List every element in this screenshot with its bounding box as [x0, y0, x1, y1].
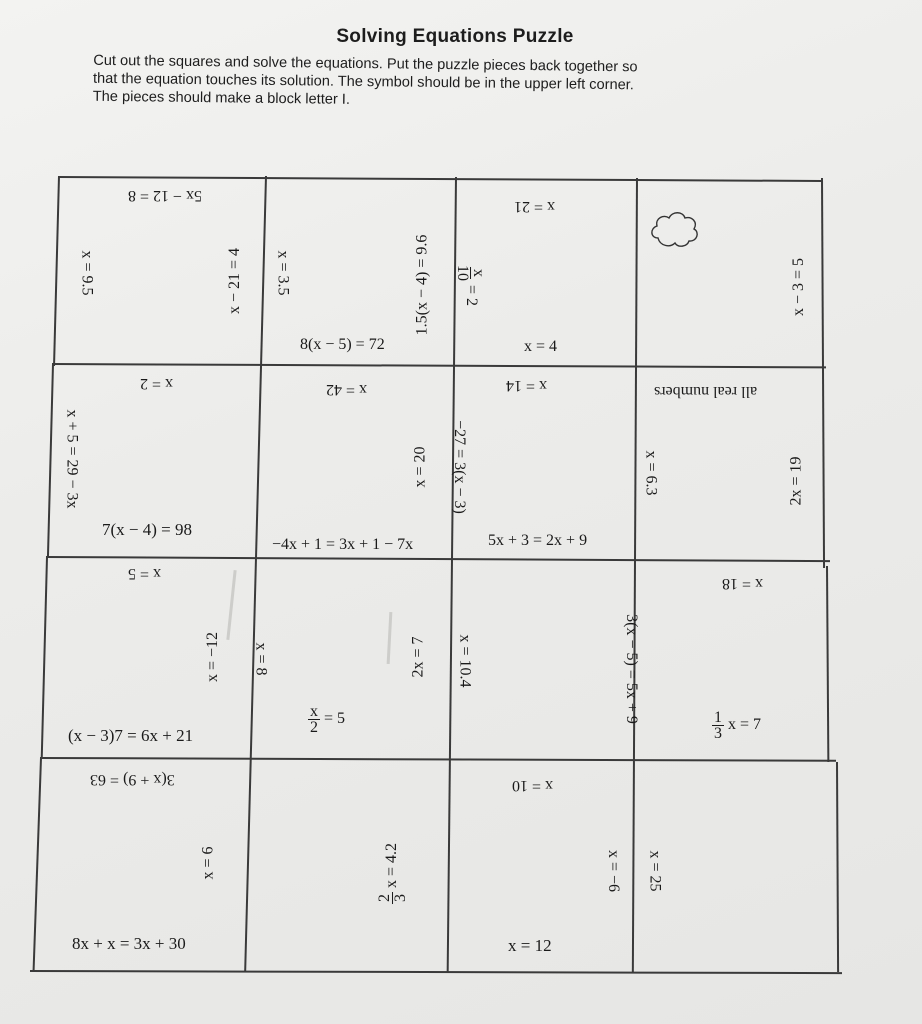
r1c3-left-equation: [455, 265, 486, 306]
fraction-numerator: 1: [714, 709, 722, 726]
fraction-denominator: 10: [454, 264, 472, 281]
r2c2-right-solution: x = 20: [411, 446, 429, 488]
r4c1-top-equation: 3(x + 9) = 63: [90, 771, 175, 788]
fraction-denominator: 3: [392, 894, 410, 903]
instructions-line-2: that the equation touches its solution. The symbol should be in the upper left corner.: [92, 70, 634, 94]
instructions-line-1: Cut out the squares and solve the equations. Put the puzzle pieces back together so: [93, 52, 638, 76]
r4c1-right-solution: x = 6: [199, 846, 217, 880]
fraction-denominator: 2: [310, 719, 318, 736]
r3c4-fraction: [712, 710, 724, 741]
r4c4-left-solution: x = 25: [646, 850, 664, 892]
r1c3-fraction: [455, 265, 486, 281]
r1c2-right-equation: 1.5(x − 4) = 9.6: [413, 234, 431, 336]
fraction-numerator: x: [470, 268, 488, 277]
r2c4-left-solution: x = 6.3: [642, 450, 660, 496]
grid-line: [33, 758, 42, 972]
grid-line: [46, 556, 830, 562]
r3c2-right-equation: 2x = 7: [409, 636, 427, 678]
r2c3-top-solution: x = 14: [506, 377, 548, 394]
r4c2-right-equation: [377, 843, 408, 904]
r3c1-bottom-equation: (x − 3)7 = 6x + 21: [68, 726, 194, 745]
r3c2-bottom-equation: [308, 704, 345, 735]
fraction-rest: = 5: [324, 710, 346, 728]
r1c4-right-equation: x − 3 = 5: [790, 257, 808, 317]
r2c1-left-equation: x + 5 = 29 − 3x: [63, 409, 81, 509]
grid-line: [52, 363, 826, 368]
fraction-rest: = 2: [462, 284, 480, 307]
r4c1-bottom-equation: 8x + x = 3x + 30: [72, 934, 186, 953]
r4c3-right-solution: x = −6: [605, 849, 623, 893]
r3c3-left-solution: x = 10.4: [456, 634, 474, 688]
fraction-numerator: 2: [376, 894, 394, 903]
grid-line: [244, 176, 266, 972]
pencil-mark: [387, 612, 393, 664]
r1c1-top-equation: 5x − 12 = 8: [128, 187, 203, 204]
r3c2-fraction: [308, 704, 320, 735]
r1c1-right-equation: x − 21 = 4: [226, 247, 244, 315]
r2c2-top-solution: x = 42: [326, 381, 368, 398]
grid-line: [47, 364, 54, 558]
page-title: Solving Equations Puzzle: [336, 26, 574, 47]
r1c3-bottom-solution: x = 4: [524, 338, 558, 355]
r1c2-bottom-equation: 8(x − 5) = 72: [300, 336, 385, 353]
r4c3-bottom-solution: x = 12: [508, 936, 552, 955]
r1c2-left-solution: x = 3.5: [274, 250, 292, 296]
r4c3-top-solution: x = 10: [512, 777, 554, 794]
r2c1-top-solution: x = 2: [140, 375, 174, 392]
r1c1-left-solution: x = 9.5: [78, 250, 96, 296]
instructions-line-3: The pieces should make a block letter I.: [92, 88, 351, 108]
pencil-mark: [226, 570, 236, 640]
cloud-icon: [648, 208, 700, 250]
r2c3-left-equation: −27 = 3(x − 3): [450, 420, 468, 514]
r1c3-top-solution: x = 21: [514, 198, 556, 215]
r3c1-right-solution: x = −12: [204, 631, 222, 683]
r2c1-bottom-equation: 7(x − 4) = 98: [102, 520, 192, 539]
r2c3-bottom-equation: 5x + 3 = 2x + 9: [488, 532, 588, 549]
r3c3-right-equation: 3(x − 5) = 5x + 9: [622, 614, 640, 724]
r2c2-bottom-equation: −4x + 1 = 3x + 1 − 7x: [272, 536, 414, 553]
fraction-rest: x = 4.2: [383, 842, 401, 889]
grid-line: [40, 757, 836, 761]
grid-line: [53, 176, 59, 366]
fraction-rest: x = 7: [728, 716, 762, 734]
r3c4-bottom-equation: [712, 710, 761, 741]
grid-line: [821, 178, 825, 568]
grid-line: [632, 178, 638, 972]
r2c4-top-solution: all real numbers: [654, 383, 758, 400]
r4c2-fraction: [377, 892, 408, 904]
grid-line: [836, 762, 839, 972]
r3c2-left-solution: x = 8: [252, 642, 270, 676]
r3c1-top-solution: x = 5: [128, 565, 162, 582]
r2c4-right-equation: 2x = 19: [787, 456, 805, 506]
grid-line: [41, 557, 48, 759]
grid-line: [58, 176, 822, 182]
r3c4-top-solution: x = 18: [722, 575, 764, 592]
grid-line: [30, 970, 842, 974]
fraction-numerator: x: [310, 703, 318, 720]
grid-line: [826, 566, 829, 762]
fraction-denominator: 3: [714, 725, 722, 742]
